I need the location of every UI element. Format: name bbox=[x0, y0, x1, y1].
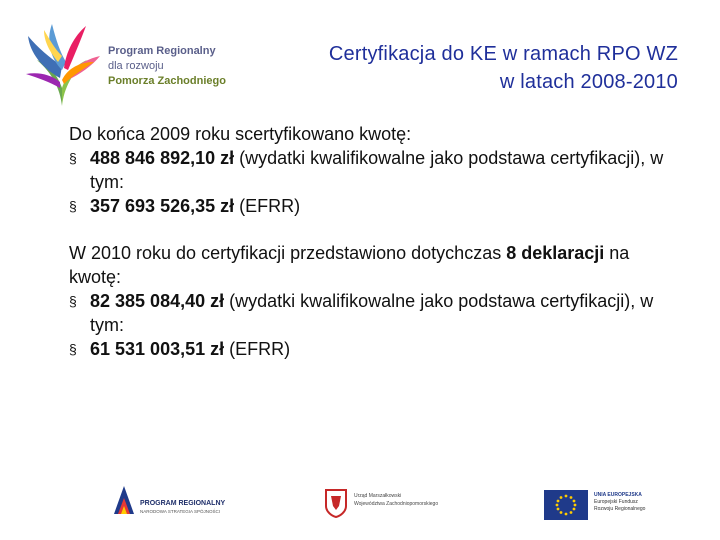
program-regionalny-logo-icon bbox=[112, 484, 136, 520]
footer-logo3-line3: Rozwoju Regionalnego bbox=[594, 506, 646, 512]
section2-intro-post: na kwotę: bbox=[69, 243, 630, 287]
eu-flag-icon bbox=[544, 490, 588, 520]
section1-bullet-1 bbox=[69, 146, 679, 194]
logo-line1: Program Regionalny bbox=[108, 45, 216, 57]
footer-logo-urzad bbox=[324, 486, 474, 522]
program-logo bbox=[22, 18, 232, 113]
bullet-square-icon: § bbox=[69, 293, 77, 309]
bullet-text: (EFRR) bbox=[224, 339, 291, 359]
page-title bbox=[248, 40, 678, 96]
section1-bullet-2 bbox=[69, 194, 679, 218]
program-regionalny-logo-icon bbox=[22, 18, 102, 110]
bullet-square-icon: § bbox=[69, 150, 77, 166]
footer-logo2-line2: Województwa Zachodniopomorskiego bbox=[354, 501, 439, 507]
section2-bullet-1 bbox=[69, 289, 679, 337]
section2-bullet-2 bbox=[69, 337, 679, 361]
footer-logo1-sub: NARODOWA STRATEGIA SPÓJNOŚCI bbox=[140, 509, 221, 514]
title-line1: Certyfikacja do KE w ramach RPO WZ bbox=[328, 43, 678, 65]
logo-text bbox=[108, 44, 226, 89]
bullet-text: (wydatki kwalifikowalne jako podstawa certyfikacji), w tym: bbox=[90, 291, 654, 335]
section2-intro-pre: W 2010 roku do certyfikacji przedstawiono dotychczas bbox=[69, 243, 507, 263]
bullet-square-icon: § bbox=[69, 198, 77, 214]
footer-logo3-text bbox=[594, 492, 645, 513]
section2-intro bbox=[69, 241, 679, 289]
footer-logo3-line1: UNIA EUROPEJSKA bbox=[594, 492, 642, 498]
footer-logo3-line2: Europejski Fundusz bbox=[594, 499, 638, 505]
title-line2: w latach 2008-2010 bbox=[499, 71, 678, 93]
bullet-amount: 357 693 526,35 zł bbox=[90, 196, 235, 216]
bullet-square-icon: § bbox=[69, 341, 77, 357]
bullet-amount: 61 531 003,51 zł bbox=[90, 339, 225, 359]
section2-intro-bold: 8 deklaracji bbox=[506, 243, 605, 263]
footer-logo2-line1: Urząd Marszałkowski bbox=[354, 493, 402, 499]
footer-logo-program bbox=[112, 484, 242, 524]
logo-line3: Pomorza Zachodniego bbox=[108, 75, 226, 87]
bullet-amount: 488 846 892,10 zł bbox=[90, 148, 235, 168]
footer-logos bbox=[0, 478, 720, 524]
section1-intro: Do końca 2009 roku scertyfikowano kwotę: bbox=[69, 124, 412, 144]
footer-logo-eu bbox=[544, 488, 694, 522]
main-content bbox=[69, 122, 679, 361]
logo-line2: dla rozwoju bbox=[108, 60, 164, 72]
footer-logo1-text: PROGRAM REGIONALNY bbox=[140, 500, 226, 507]
bullet-text: (EFRR) bbox=[234, 196, 301, 216]
bullet-amount: 82 385 084,40 zł bbox=[90, 291, 225, 311]
coat-of-arms-icon bbox=[324, 488, 348, 518]
bullet-text: (wydatki kwalifikowalne jako podstawa certyfikacji), w tym: bbox=[90, 148, 664, 192]
footer-logo2-text bbox=[354, 492, 438, 508]
